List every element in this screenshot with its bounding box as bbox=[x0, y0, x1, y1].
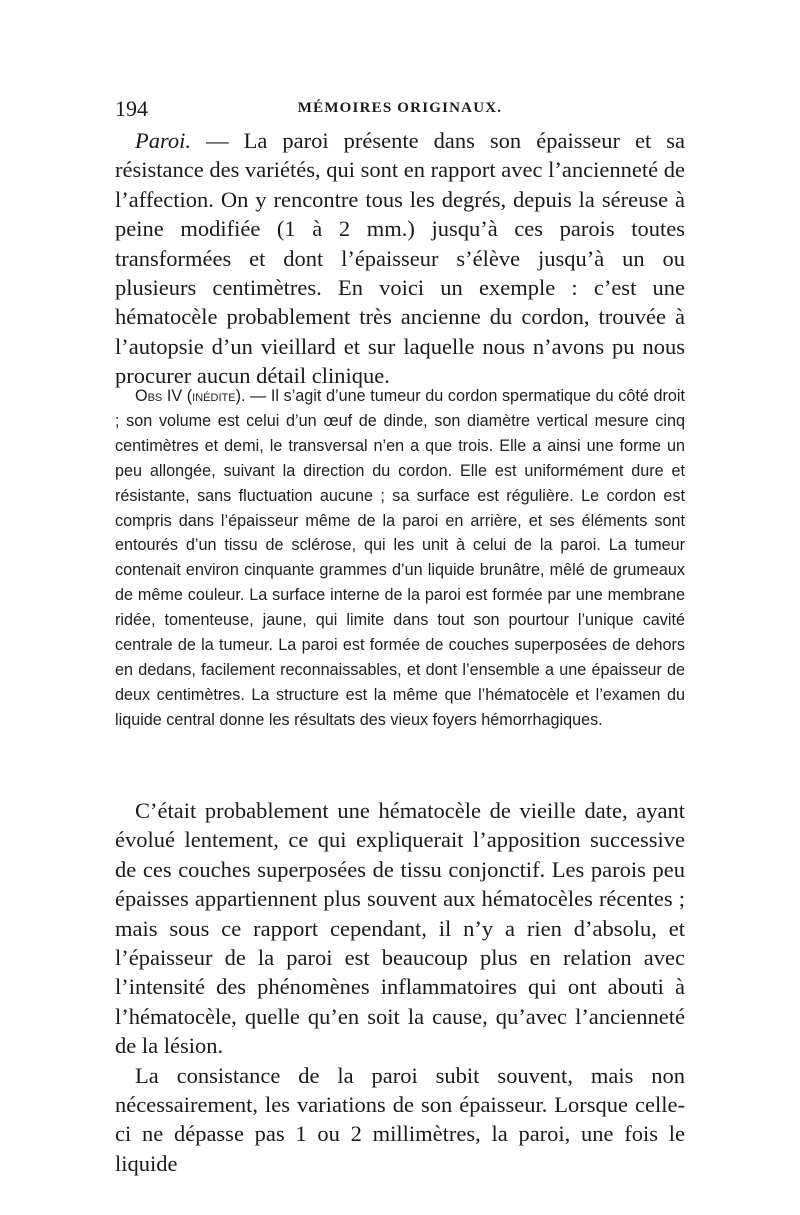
observation-block bbox=[115, 384, 685, 733]
observation-text: — Il s’agit d’une tumeur du cordon spermatique du côté droit ; son volume est celui d’un œuf de dinde, son diamètre vertical mesure cinq centimètres et demi, le transversal n’en a que trois. Elle a ainsi une forme un peu allongée, suivant la direction du cordon. Elle est uniformément dure et résistante, sans fluctuation aucune ; sa surface est régulière. Le cordon est compris dans l’épaisseur même de la paroi en arrière, et ses éléments sont entourés d’un tissu de sclérose, qui les unit à celui de la paroi. La tumeur contenait environ cinquante grammes d’un liquide brunâtre, mêlé de grumeaux de même couleur. La surface interne de la paroi est formée par une membrane ridée, tomenteuse, jaune, qui limite dans tout son pourtour l’unique cavité centrale de la tumeur. La paroi est formée de couches superposées de dehors en dedans, facilement reconnaissables, et dont l’ensemble a une épaisseur de deux centimètres. La structure est la même que l’hématocèle et l’examen du liquide central donne les résultats des vieux foyers hémorrhagiques. bbox=[115, 387, 685, 729]
page-number: 194 bbox=[115, 96, 148, 121]
paroi-label: Paroi. bbox=[135, 128, 192, 153]
paragraph-2: C’était probablement une hématocèle de vieille date, ayant évolué lentement, ce qui expliquerait l’apposition successive de ces couches superposées de tissu conjonctif. Les parois peu épaisses appartiennent plus souvent aux hématocèles récentes ; mais sous ce rapport cependant, il n’y a rien d’absolu, et l’épaisseur de la paroi est beaucoup plus en relation avec l’intensité des phénomènes inflammatoires qui ont abouti à l’hématocèle, quelle qu’en soit la cause, qu’avec l’ancienneté de la lésion. bbox=[115, 798, 685, 1059]
observation-paragraph bbox=[115, 384, 685, 733]
paroi-section bbox=[115, 126, 685, 391]
discussion-block bbox=[115, 796, 685, 1178]
running-title: MÉMOIRES ORIGINAUX. bbox=[297, 100, 503, 116]
paragraph-3: La consistance de la paroi subit souvent, mais non nécessairement, les variations de son épaisseur. Lorsque celle-ci ne dépasse pas 1 ou 2 millimètres, la paroi, une fois le liquide bbox=[115, 1062, 685, 1176]
paroi-text: — La paroi présente dans son épaisseur et sa résistance des variétés, qui sont en rapport avec l’ancienneté de l’affection. On y rencontre tous les degrés, depuis la séreuse à peine modifiée (1 à 2 mm.) jusqu’à ces parois toutes transformées et dont l’épaisseur s’élève jusqu’à un ou plusieurs centimètres. En voici un exemple : c’est une hématocèle probablement très ancienne du cordon, trouvée à l’autopsie d’un vieillard et sur laquelle nous n’avons pu nous procurer aucun détail clinique. bbox=[115, 128, 685, 389]
page-header bbox=[115, 96, 685, 124]
observation-label: Obs IV (inédite). bbox=[135, 387, 246, 405]
paroi-paragraph bbox=[115, 126, 685, 391]
